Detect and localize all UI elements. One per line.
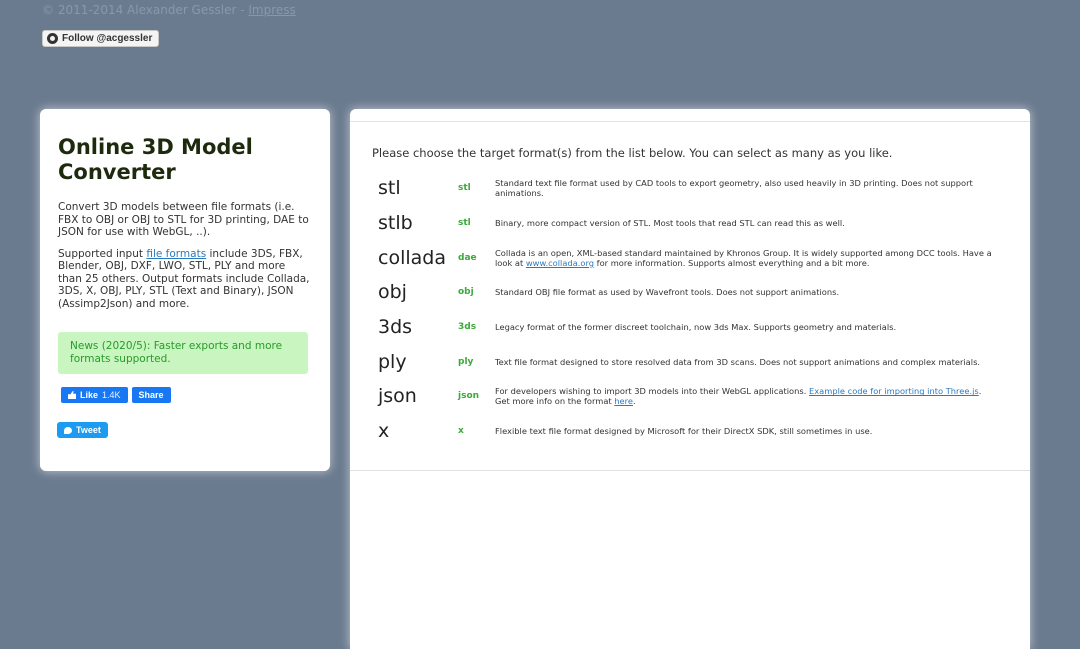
format-name: x [378,420,390,443]
thumbs-up-icon [68,391,76,399]
format-name: ply [378,350,407,373]
format-extension: dae [458,252,477,263]
format-row-x[interactable] [350,414,1030,449]
collada-link[interactable]: www.collada.org [525,257,595,268]
twitter-bird-icon [64,427,72,434]
file-formats-link[interactable]: file formats [146,247,207,260]
github-icon [47,33,58,44]
desc-pre: Collada is an open, XML-based standard maintained by Khronos Group. It is widely supported among DCC tools. Have a look at [495,247,992,268]
facebook-like-button[interactable] [61,387,128,403]
news-box: News (2020/5): Faster exports and more formats supported. [58,332,308,374]
format-description: Binary, more compact version of STL. Most tools that read STL can read this as well. [495,218,845,229]
threejs-example-link[interactable]: Example code for importing into Three.js [809,386,979,397]
desc-line2-post: . [633,396,636,407]
format-name: json [378,385,417,408]
format-extension: x [458,426,464,437]
format-description [495,248,1008,268]
format-extension: obj [458,287,474,298]
format-description: Legacy format of the former discreet toolchain, now 3ds Max. Supports geometry and materials. [495,322,897,333]
github-follow-button[interactable] [42,30,159,47]
supported-suffix: include 3DS, FBX, Blender, OBJ, DXF, LWO, STL, PLY and more than 25 others. Output formats include Collada, 3DS, X, OBJ, PLY, STL (Text and Binary), JSON (Assimp2Json) and more. [58,247,310,310]
format-description [495,386,1008,406]
impress-link[interactable]: Impress [248,3,296,17]
format-extension: 3ds [458,322,477,333]
format-instructions: Please choose the target format(s) from the list below. You can select as many as you like. [372,146,893,160]
format-description: Text file format designed to store resolved data from 3D scans. Does not support animations and complex materials. [495,356,981,367]
social-buttons [61,387,312,403]
format-name: collada [378,246,446,269]
panel-divider [350,470,1030,471]
format-row-collada[interactable] [350,240,1030,275]
format-row-3ds[interactable] [350,310,1030,345]
tweet-button[interactable] [57,422,108,438]
copyright-text: © 2011-2014 Alexander Gessler - [42,3,249,17]
tweet-label: Tweet [76,425,101,435]
format-row-stl[interactable] [350,171,1030,206]
format-row-json[interactable] [350,379,1030,414]
copyright-notice [42,3,296,17]
format-selection-panel [350,109,1030,649]
format-extension: json [458,391,480,402]
panel-top-strip [350,109,1030,122]
format-extension: stl [458,183,471,194]
info-panel [40,109,330,471]
format-extension: ply [458,356,474,367]
like-count: 1.4K [102,390,121,400]
format-list [350,171,1030,449]
format-row-obj[interactable] [350,275,1030,310]
desc-pre: For developers wishing to import 3D models into their WebGL applications. [495,386,809,397]
format-name: 3ds [378,316,413,339]
desc-post: for more information. Supports almost everything and a bit more. [594,257,870,268]
intro-text: Convert 3D models between file formats (i.e. FBX to OBJ or OBJ to STL for 3D printing, DAE to JSON for use with WebGL, ..). [58,201,309,238]
format-description: Flexible text file format designed by Microsoft for their DirectX SDK, still sometimes in use. [495,426,873,437]
desc-post: . [978,386,982,397]
github-follow-label: Follow @acgessler [62,33,153,44]
format-description: Standard OBJ file format as used by Wavefront tools. Does not support animations. [495,287,840,298]
format-name: stlb [378,212,413,235]
format-row-stlb[interactable] [350,206,1030,241]
format-name: stl [378,177,401,200]
format-name: obj [378,281,407,304]
format-description: Standard text file format used by CAD tools to export geometry, also used heavily in 3D printing. Does not support animations. [495,178,973,199]
format-row-ply[interactable] [350,344,1030,379]
supported-prefix: Supported input [58,247,147,260]
format-info-link[interactable]: here [614,396,633,407]
share-label: Share [138,390,164,400]
like-label: Like [80,390,99,400]
format-extension: stl [458,218,471,229]
desc-line2-pre: Get more info on the format [495,396,615,407]
supported-formats-text [58,248,312,311]
page-title: Online 3D Model Converter [58,135,253,184]
facebook-share-button[interactable] [132,387,171,403]
